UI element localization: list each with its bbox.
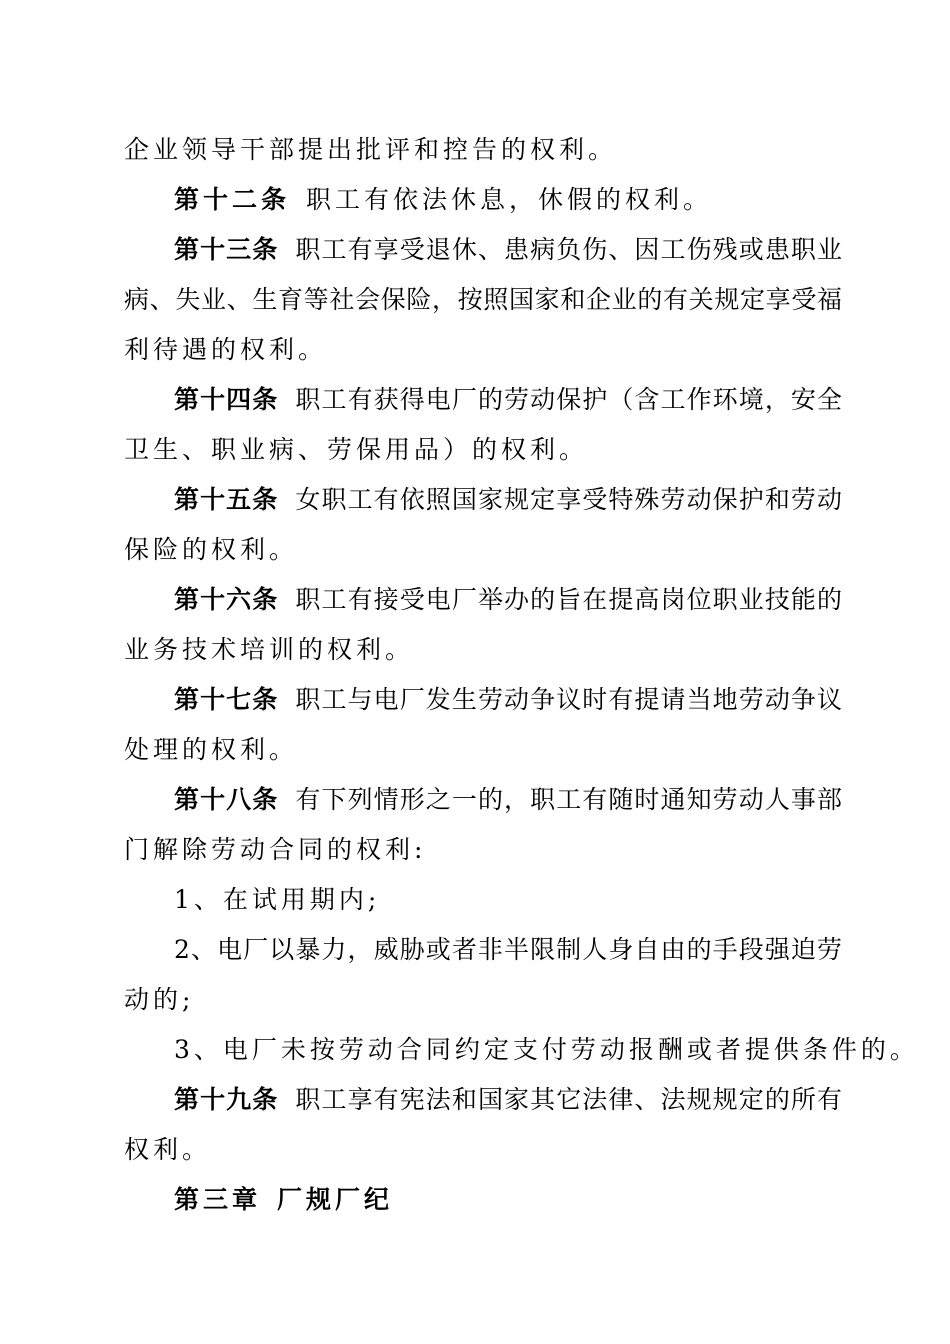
list-item: 3、电厂未按劳动合同约定支付劳动报酬或者提供条件的。 bbox=[174, 1035, 919, 1064]
article-number: 第十九条 bbox=[174, 1085, 279, 1114]
article-number: 第十二条 bbox=[174, 185, 291, 214]
article-19: 第十九条 职工享有宪法和国家其它法律、法规规定的所有 bbox=[174, 1085, 842, 1114]
chapter-heading bbox=[174, 1182, 393, 1218]
article-number: 第十五条 bbox=[174, 485, 279, 514]
text-line: 权利。 bbox=[124, 1135, 212, 1164]
article-number: 第十四条 bbox=[174, 385, 279, 414]
text-line: 处理的权利。 bbox=[124, 735, 299, 764]
text-line: 卫生、职业病、劳保用品）的权利。 bbox=[124, 435, 589, 464]
text-line: 利待遇的权利。 bbox=[124, 335, 328, 364]
article-number: 第十八条 bbox=[174, 785, 279, 814]
text-line: 业务技术培训的权利。 bbox=[124, 635, 415, 664]
article-12: 第十二条 职工有依法休息，休假的权利。 bbox=[174, 185, 713, 214]
article-number: 第十三条 bbox=[174, 235, 279, 264]
text-line: 病、失业、生育等社会保险，按照国家和企业的有关规定享受福 bbox=[124, 285, 842, 314]
text-line: 企业领导干部提出批评和控告的权利。 bbox=[124, 135, 618, 164]
article-number: 第十七条 bbox=[174, 685, 279, 714]
text-line: 门解除劳动合同的权利: bbox=[124, 835, 427, 864]
article-17: 第十七条 职工与电厂发生劳动争议时有提请当地劳动争议 bbox=[174, 685, 842, 714]
list-item: 2、电厂以暴力，威胁或者非半限制人身自由的手段强迫劳 bbox=[174, 935, 842, 964]
article-number: 第十六条 bbox=[174, 585, 279, 614]
article-14: 第十四条 职工有获得电厂的劳动保护（含工作环境，安全 bbox=[174, 385, 842, 414]
article-16: 第十六条 职工有接受电厂举办的旨在提高岗位职业技能的 bbox=[174, 585, 842, 614]
article-13: 第十三条 职工有享受退休、患病负伤、因工伤残或患职业 bbox=[174, 235, 842, 264]
article-18: 第十八条 有下列情形之一的，职工有随时通知劳动人事部 bbox=[174, 785, 842, 814]
chapter-title: 厂规厂纪 bbox=[277, 1185, 394, 1214]
chapter-number: 第三章 bbox=[174, 1185, 262, 1214]
text-line: 动的; bbox=[124, 985, 195, 1014]
article-15: 第十五条 女职工有依照国家规定享受特殊劳动保护和劳动 bbox=[174, 485, 842, 514]
text-line: 保险的权利。 bbox=[124, 535, 299, 564]
list-item: 1、在试用期内; bbox=[174, 885, 381, 914]
